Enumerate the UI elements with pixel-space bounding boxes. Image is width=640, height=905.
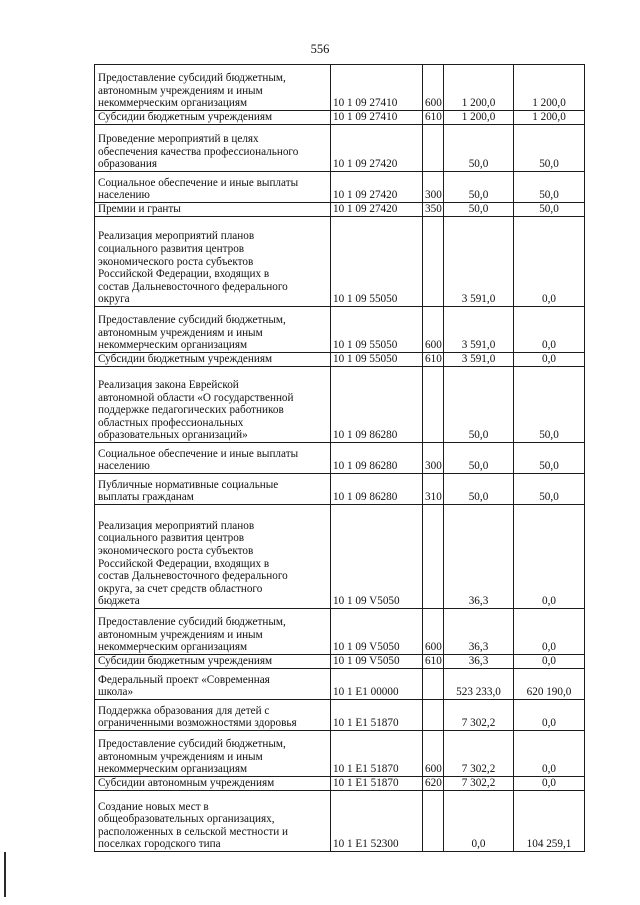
row-name: Субсидии автономным учреждениям <box>95 777 331 791</box>
name-line: общеобразовательных организациях, <box>98 813 275 826</box>
name-line: Федеральный проект «Современная <box>98 673 270 686</box>
table-row <box>95 791 585 852</box>
table-row <box>95 203 585 217</box>
name-line: обеспечения качества профессионального <box>98 145 299 158</box>
row-sum1: 3 591,0 <box>444 353 514 367</box>
row-vr: 610 <box>423 655 444 669</box>
name-line: школа» <box>98 686 134 699</box>
row-sum1: 7 302,2 <box>444 777 514 791</box>
row-sum2: 50,0 <box>514 172 585 203</box>
table-row <box>95 474 585 505</box>
row-name <box>95 65 331 111</box>
name-line: выплаты гражданам <box>98 491 194 504</box>
row-sum1: 36,3 <box>444 505 514 609</box>
margin-line <box>4 852 6 897</box>
name-line: населению <box>98 189 150 202</box>
table-row <box>95 669 585 700</box>
name-line: Социальное обеспечение и иные выплаты <box>98 447 299 460</box>
row-name <box>95 125 331 172</box>
row-sum1: 1 200,0 <box>444 111 514 125</box>
row-code: 10 1 E1 52300 <box>331 791 423 852</box>
row-code: 10 1 E1 51870 <box>331 731 423 777</box>
row-code: 10 1 09 27420 <box>331 203 423 217</box>
table-row <box>95 731 585 777</box>
row-vr <box>423 125 444 172</box>
table-row <box>95 443 585 474</box>
row-sum1: 523 233,0 <box>444 669 514 700</box>
row-vr: 600 <box>423 731 444 777</box>
row-sum2: 0,0 <box>514 353 585 367</box>
table-row <box>95 217 585 307</box>
row-name: Субсидии бюджетным учреждениям <box>95 111 331 125</box>
name-line: Публичные нормативные социальные <box>98 478 279 491</box>
row-sum2: 50,0 <box>514 125 585 172</box>
name-line: Реализация закона Еврейской <box>98 379 239 392</box>
row-sum2: 0,0 <box>514 700 585 731</box>
table-row <box>95 172 585 203</box>
table-row <box>95 353 585 367</box>
row-sum1: 50,0 <box>444 443 514 474</box>
row-code: 10 1 E1 51870 <box>331 777 423 791</box>
row-name <box>95 217 331 307</box>
row-sum2: 50,0 <box>514 203 585 217</box>
row-vr: 600 <box>423 65 444 111</box>
name-line: автономным учреждениям и иным <box>98 750 263 763</box>
name-line: экономического роста субъектов <box>98 255 254 268</box>
row-name <box>95 443 331 474</box>
row-code: 10 1 09 27420 <box>331 172 423 203</box>
row-code: 10 1 09 27420 <box>331 125 423 172</box>
name-line: образования <box>98 158 158 171</box>
row-code: 10 1 09 86280 <box>331 474 423 505</box>
row-vr: 600 <box>423 307 444 353</box>
row-vr: 300 <box>423 443 444 474</box>
name-line: Предоставление субсидий бюджетным, <box>98 72 286 85</box>
name-line: некоммерческим организациям <box>98 339 248 352</box>
row-name <box>95 669 331 700</box>
row-code: 10 1 E1 00000 <box>331 669 423 700</box>
table-row <box>95 505 585 609</box>
row-sum1: 3 591,0 <box>444 217 514 307</box>
row-vr: 300 <box>423 172 444 203</box>
row-sum2: 50,0 <box>514 474 585 505</box>
row-name: Субсидии бюджетным учреждениям <box>95 655 331 669</box>
name-line: автономным учреждениям и иным <box>98 84 263 97</box>
row-vr: 600 <box>423 609 444 655</box>
table-row <box>95 111 585 125</box>
name-line: расположенных в сельской местности и <box>98 825 288 838</box>
row-sum1: 36,3 <box>444 655 514 669</box>
row-code: 10 1 09 27410 <box>331 111 423 125</box>
row-sum2: 0,0 <box>514 609 585 655</box>
row-vr: 610 <box>423 353 444 367</box>
row-sum2: 0,0 <box>514 777 585 791</box>
row-vr <box>423 217 444 307</box>
name-line: Проведение мероприятий в целях <box>98 133 259 146</box>
name-line: автономным учреждениям и иным <box>98 628 263 641</box>
row-name <box>95 474 331 505</box>
row-code: 10 1 09 V5050 <box>331 505 423 609</box>
name-line: автономным учреждениям и иным <box>98 326 263 339</box>
name-line: социального развития центров <box>98 532 245 545</box>
page-number: 556 <box>310 42 330 56</box>
table-row <box>95 307 585 353</box>
name-line: поселках городского типа <box>98 838 221 851</box>
name-line: Российской Федерации, входящих в <box>98 268 270 281</box>
row-name <box>95 731 331 777</box>
name-line: округа <box>98 293 130 306</box>
name-line: некоммерческим организациям <box>98 97 248 110</box>
name-line: Российской Федерации, входящих в <box>98 557 270 570</box>
row-code: 10 1 09 86280 <box>331 367 423 443</box>
row-code: 10 1 09 V5050 <box>331 655 423 669</box>
row-vr <box>423 791 444 852</box>
name-line: социального развития центров <box>98 243 245 256</box>
name-line: некоммерческим организациям <box>98 641 248 654</box>
row-code: 10 1 09 55050 <box>331 307 423 353</box>
row-sum1: 50,0 <box>444 172 514 203</box>
name-line: Реализация мероприятий планов <box>98 519 255 532</box>
row-sum2: 0,0 <box>514 505 585 609</box>
table-row <box>95 125 585 172</box>
name-line: Предоставление субсидий бюджетным, <box>98 616 286 629</box>
row-sum1: 50,0 <box>444 474 514 505</box>
row-sum2: 620 190,0 <box>514 669 585 700</box>
row-name <box>95 307 331 353</box>
table-row <box>95 777 585 791</box>
table-row <box>95 65 585 111</box>
row-vr: 610 <box>423 111 444 125</box>
name-line: автономной области «О государственной <box>98 391 294 404</box>
table-row <box>95 655 585 669</box>
name-line: ограниченными возможностями здоровья <box>98 717 297 730</box>
name-line: бюджета <box>98 595 140 608</box>
row-sum1: 7 302,2 <box>444 700 514 731</box>
row-sum2: 0,0 <box>514 731 585 777</box>
row-sum2: 0,0 <box>514 307 585 353</box>
row-sum1: 7 302,2 <box>444 731 514 777</box>
row-code: 10 1 09 V5050 <box>331 609 423 655</box>
row-vr <box>423 505 444 609</box>
row-code: 10 1 09 55050 <box>331 353 423 367</box>
name-line: Предоставление субсидий бюджетным, <box>98 314 286 327</box>
budget-table <box>94 64 585 852</box>
name-line: Социальное обеспечение и иные выплаты <box>98 176 299 189</box>
row-code: 10 1 09 55050 <box>331 217 423 307</box>
row-name <box>95 505 331 609</box>
name-line: Реализация мероприятий планов <box>98 230 255 243</box>
row-sum2: 1 200,0 <box>514 65 585 111</box>
row-code: 10 1 09 86280 <box>331 443 423 474</box>
row-name: Премии и гранты <box>95 203 331 217</box>
name-line: состав Дальневосточного федерального <box>98 570 288 583</box>
name-line: Поддержка образования для детей с <box>98 704 270 717</box>
name-line: Создание новых мест в <box>98 800 209 813</box>
row-sum1: 36,3 <box>444 609 514 655</box>
table-row <box>95 609 585 655</box>
row-sum1: 50,0 <box>444 203 514 217</box>
name-line: областных профессиональных <box>98 416 244 429</box>
row-sum2: 0,0 <box>514 655 585 669</box>
row-name <box>95 700 331 731</box>
name-line: некоммерческим организациям <box>98 763 248 776</box>
name-line: образовательных организаций» <box>98 429 248 442</box>
row-sum1: 1 200,0 <box>444 65 514 111</box>
row-sum2: 50,0 <box>514 443 585 474</box>
row-sum2: 0,0 <box>514 217 585 307</box>
row-vr: 310 <box>423 474 444 505</box>
name-line: округа, за счет средств областного <box>98 582 263 595</box>
row-vr: 350 <box>423 203 444 217</box>
row-vr <box>423 367 444 443</box>
name-line: состав Дальневосточного федерального <box>98 280 288 293</box>
row-code: 10 1 09 27410 <box>331 65 423 111</box>
row-vr: 620 <box>423 777 444 791</box>
row-vr <box>423 669 444 700</box>
name-line: экономического роста субъектов <box>98 545 254 558</box>
row-sum1: 50,0 <box>444 125 514 172</box>
row-sum1: 0,0 <box>444 791 514 852</box>
table-row <box>95 367 585 443</box>
name-line: поддержке педагогических работников <box>98 404 284 417</box>
row-name <box>95 791 331 852</box>
name-line: Предоставление субсидий бюджетным, <box>98 738 286 751</box>
row-sum2: 1 200,0 <box>514 111 585 125</box>
row-code: 10 1 E1 51870 <box>331 700 423 731</box>
name-line: населению <box>98 460 150 473</box>
table-row <box>95 700 585 731</box>
row-vr <box>423 700 444 731</box>
row-sum2: 104 259,1 <box>514 791 585 852</box>
row-sum1: 50,0 <box>444 367 514 443</box>
row-name: Субсидии бюджетным учреждениям <box>95 353 331 367</box>
row-name <box>95 609 331 655</box>
row-name <box>95 172 331 203</box>
row-sum1: 3 591,0 <box>444 307 514 353</box>
row-name <box>95 367 331 443</box>
row-sum2: 50,0 <box>514 367 585 443</box>
